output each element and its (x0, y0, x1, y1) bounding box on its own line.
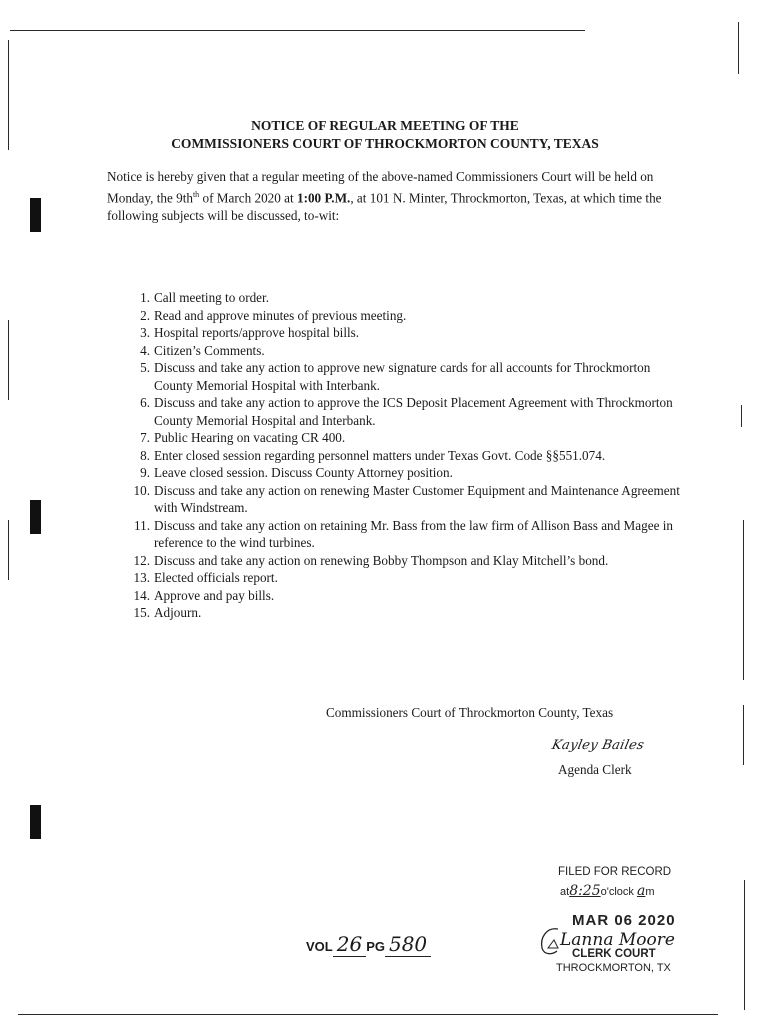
scan-right-edge-4 (743, 705, 744, 765)
agenda-number: 5. (140, 360, 150, 375)
agenda-number: 9. (140, 465, 150, 480)
agenda-number: 2. (140, 307, 150, 323)
agenda-text: Hospital reports/approve hospital bills. (154, 325, 360, 340)
agenda-item (126, 464, 686, 482)
volume-page-reference (306, 932, 431, 956)
agenda-number: 3. (140, 325, 150, 340)
pg-label: PG (366, 939, 385, 954)
scan-right-edge-3 (743, 520, 744, 680)
scan-top-rule (10, 30, 585, 31)
scan-right-edge-2 (741, 405, 742, 427)
agenda-number: 11. (134, 517, 150, 533)
agenda-text: Read and approve minutes of previous meeting. (154, 307, 407, 323)
at-mid: o'clock (600, 886, 634, 898)
clerk-court-label: CLERK COURT (572, 948, 656, 960)
agenda-text: Enter closed session regarding personnel matters under Texas Govt. Code §§551.074. (154, 447, 606, 463)
agenda-item (126, 569, 686, 587)
agenda-item (126, 342, 686, 360)
filed-date: MAR 06 2020 (572, 912, 676, 929)
agenda-item (126, 587, 686, 605)
scan-left-edge-3 (8, 520, 9, 580)
vol-label: VOL (306, 939, 333, 954)
agenda-text: Discuss and take any action on renewing Master Customer Equipment and Maintenance Agreement with Windstream. (154, 482, 680, 515)
agenda-item (126, 429, 686, 447)
agenda-number: 4. (140, 342, 150, 358)
agenda-text: Discuss and take any action to approve the ICS Deposit Placement Agreement with Throckmorton County Memorial Hospital and Interbank. (154, 395, 673, 428)
scan-punch-mark (30, 805, 41, 839)
agenda-item (126, 604, 686, 622)
agenda-text: Approve and pay bills. (154, 587, 275, 603)
pg-value: 580 (385, 932, 431, 957)
intro-text-a: Notice is hereby given that a regular meeting of the above-named Commissioners Court will be held on Monday, the 9th (107, 169, 654, 206)
vol-value: 26 (333, 932, 366, 957)
scan-left-edge-2 (8, 320, 9, 400)
agenda-text: Adjourn. (154, 605, 202, 620)
agenda-item (126, 447, 686, 465)
agenda-number: 8. (140, 447, 150, 463)
agenda-item (126, 394, 686, 429)
agenda-item (126, 289, 686, 307)
agenda-item (126, 517, 686, 552)
agenda-item (126, 552, 686, 570)
agenda-item (126, 482, 686, 517)
at-ampm: a (636, 883, 646, 899)
agenda-number: 15. (133, 605, 150, 620)
agenda-text: Leave closed session. Discuss County Attorney position. (154, 465, 453, 480)
county-clerk-signature: Lanna Moore (560, 930, 675, 950)
at-time: 8:25 (569, 883, 601, 899)
agenda-text: Citizen’s Comments. (154, 342, 265, 358)
scan-right-edge (738, 22, 739, 74)
notice-intro (107, 168, 677, 225)
scan-left-edge (8, 40, 9, 150)
agenda-item (126, 307, 686, 325)
agenda-clerk-title: Agenda Clerk (558, 762, 632, 777)
intro-superscript: th (192, 190, 200, 199)
agenda-number: 12. (133, 552, 150, 568)
agenda-number: 14. (133, 587, 150, 603)
agenda-text: Discuss and take any action on renewing Bobby Thompson and Klay Mitchell’s bond. (154, 552, 609, 568)
agenda-text: Discuss and take any action to approve new signature cards for all accounts for Throckmorton County Memorial Hospital with Interbank. (154, 360, 651, 393)
agenda-text: Elected officials report. (154, 570, 278, 585)
notice-title (100, 117, 670, 153)
agenda-item (126, 359, 686, 394)
court-name: Commissioners Court of Throckmorton County, Texas (326, 705, 614, 720)
agenda-list (126, 289, 686, 622)
agenda-number: 13. (133, 570, 150, 585)
clerk-signature: Kayley Bailes (550, 738, 646, 753)
scan-bottom-rule (18, 1014, 718, 1015)
agenda-text: Discuss and take any action on retaining Mr. Bass from the law firm of Allison Bass and Magee in reference to the wind turbines. (154, 517, 673, 550)
filed-time (560, 883, 655, 899)
intro-text-b: of March 2020 at (199, 190, 297, 206)
intro-text-c: , at 101 N. Minter, Throckmorton, Texas, at which time the following subjects will be discussed, to-wit: (107, 190, 662, 224)
clerk-location: THROCKMORTON, TX (556, 962, 671, 974)
scan-right-edge-5 (744, 880, 745, 1010)
at-suffix: m (645, 886, 655, 898)
agenda-number: 1. (140, 290, 150, 305)
agenda-number: 7. (140, 430, 150, 445)
title-line-2: COMMISSIONERS COURT OF THROCKMORTON COUNTY, TEXAS (171, 136, 599, 151)
agenda-number: 6. (140, 395, 150, 410)
filed-for-record-label: FILED FOR RECORD (558, 866, 672, 878)
agenda-item (126, 324, 686, 342)
scan-punch-mark (30, 198, 41, 232)
title-line-1: NOTICE OF REGULAR MEETING OF THE (251, 118, 519, 133)
agenda-number: 10. (133, 482, 150, 498)
scan-punch-mark (30, 500, 41, 534)
at-prefix: at (560, 886, 570, 898)
intro-time: 1:00 P.M. (296, 190, 351, 206)
agenda-text: Call meeting to order. (154, 290, 269, 305)
agenda-text: Public Hearing on vacating CR 400. (154, 430, 346, 445)
